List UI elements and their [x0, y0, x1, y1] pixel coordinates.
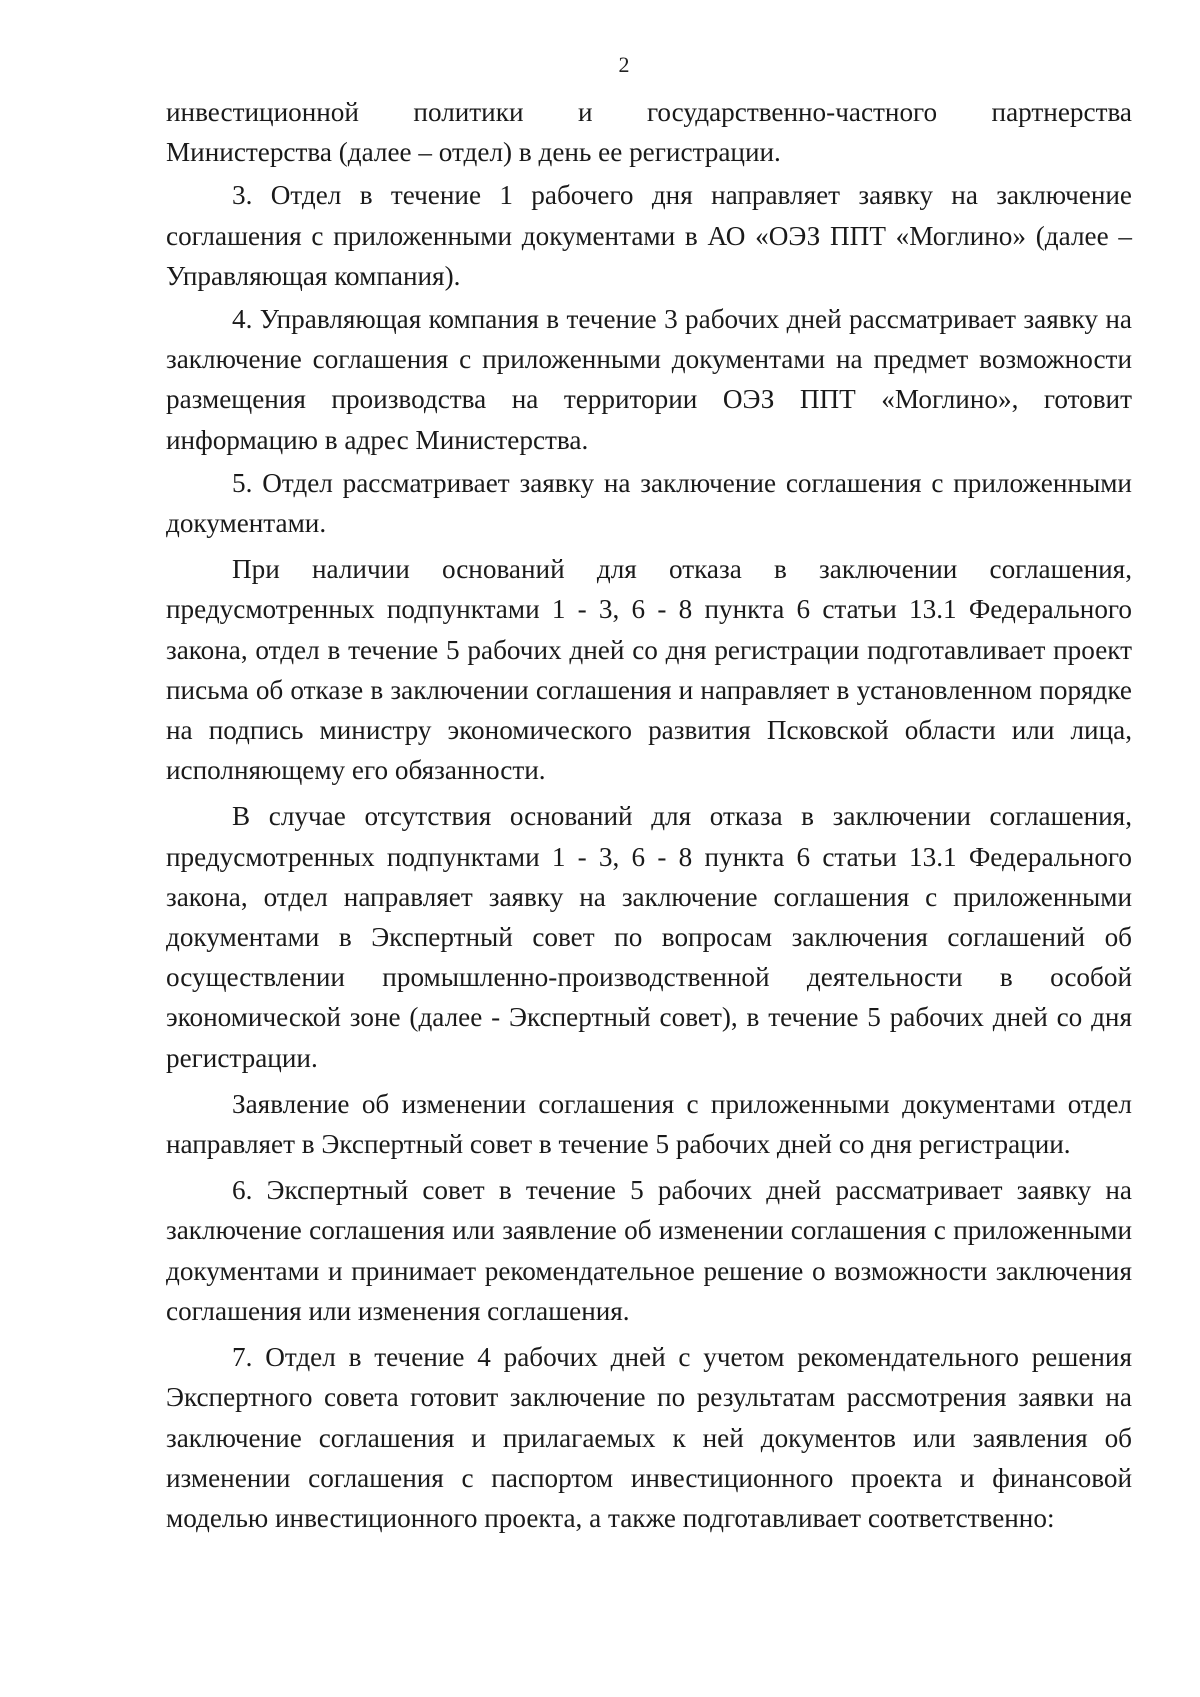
paragraph-item-7: 7. Отдел в течение 4 рабочих дней с учетом рекомендательного решения Экспертного совета готовит заключение по результатам рассмотрения заявки на заключение соглашения и прилагаемых к ней документов или заявления об изменении соглашения с паспортом инвестиционного проекта и финансовой моделью инвестиционного проекта, а также подготавливает соответственно: [166, 1342, 1132, 1533]
paragraph-item-5: 5. Отдел рассматривает заявку на заключение соглашения с приложенными документами. [166, 467, 1132, 539]
paragraph-amendment-request: Заявление об изменении соглашения с приложенными документами отдел направляет в Экспертный совет в течение 5 рабочих дней со дня регистрации. [166, 1088, 1132, 1160]
paragraph-refusal-grounds: При наличии оснований для отказа в заключении соглашения, предусмотренных подпунктами 1 - 3, 6 - 8 пункта 6 статьи 13.1 Федерального закона, отдел в течение 5 рабочих дней со дня регистрации подготавливает проект письма об отказе в заключении соглашения и направляет в установленном порядке на подпись министру экономического развития Псковской области или лица, исполняющему его обязанности. [166, 554, 1132, 786]
paragraph-continuation-rest: Министерства (далее – отдел) в день ее регистрации. [166, 137, 781, 168]
document-body [166, 92, 1132, 1538]
paragraph-item-3: 3. Отдел в течение 1 рабочего дня направляет заявку на заключение соглашения с приложенными документами в АО «ОЭЗ ППТ «Моглино» (далее – Управляющая компания). [166, 180, 1132, 291]
paragraph-no-refusal-grounds: В случае отсутствия оснований для отказа в заключении соглашения, предусмотренных подпунктами 1 - 3, 6 - 8 пункта 6 статьи 13.1 Федерального закона, отдел направляет заявку на заключение соглашения с приложенными документами в Экспертный совет по вопросам заключения соглашений об осуществлении промышленно-производственной деятельности в особой экономической зоне (далее - Экспертный совет), в течение 5 рабочих дней со дня регистрации. [166, 801, 1132, 1073]
page-number: 2 [618, 52, 630, 77]
paragraph-item-4: 4. Управляющая компания в течение 3 рабочих дней рассматривает заявку на заключение соглашения с приложенными документами на предмет возможности размещения производства на территории ОЭЗ ППТ «Моглино», готовит информацию в адрес Министерства. [166, 304, 1132, 455]
paragraph-continuation-line: инвестиционной политики и государственно-частного партнерства [166, 97, 1132, 127]
paragraph-item-6: 6. Экспертный совет в течение 5 рабочих дней рассматривает заявку на заключение соглашения или заявление об изменении соглашения с приложенными документами и принимает рекомендательное решение о возможности заключения соглашения или изменения соглашения. [166, 1175, 1132, 1326]
